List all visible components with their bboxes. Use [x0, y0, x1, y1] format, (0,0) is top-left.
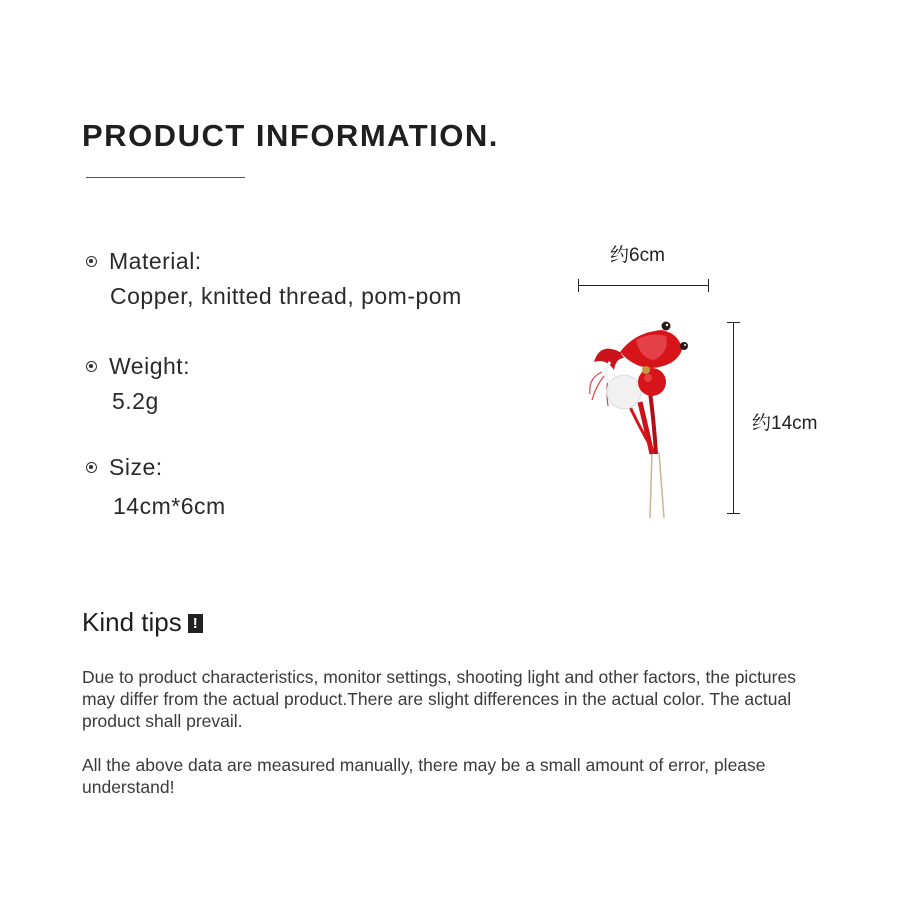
spec-material — [86, 248, 462, 310]
spec-value: 5.2g — [112, 388, 159, 414]
exclamation-icon: ! — [188, 614, 203, 633]
width-dimension-label: 约6cm — [610, 245, 665, 266]
bullet-icon — [86, 256, 97, 267]
height-dimension-line — [733, 322, 734, 514]
spec-value: 14cm*6cm — [113, 493, 226, 519]
title-underline — [86, 177, 245, 178]
spec-label: Weight: — [109, 353, 191, 379]
kind-tips-label: Kind tips — [82, 607, 182, 637]
bullet-icon — [86, 361, 97, 372]
tips-paragraph: Due to product characteristics, monitor settings, shooting light and other factors, the pictures may differ from the actual product.There are slight differences in the actual color. The actual product shall prevail. — [82, 667, 796, 731]
tips-paragraph: All the above data are measured manually, there may be a small amount of error, please understand! — [82, 755, 766, 797]
bullet-icon — [86, 462, 97, 473]
spec-value: Copper, knitted thread, pom-pom — [110, 283, 462, 309]
product-image — [580, 312, 700, 522]
spec-label: Material: — [109, 248, 202, 274]
page-title: PRODUCT INFORMATION. — [82, 118, 499, 153]
width-dimension-line — [578, 285, 709, 286]
kind-tips-heading — [82, 607, 203, 638]
spec-weight — [86, 353, 190, 415]
spec-label: Size: — [109, 454, 163, 480]
spec-size — [86, 454, 226, 520]
height-dimension-label: 约14cm — [752, 413, 818, 434]
